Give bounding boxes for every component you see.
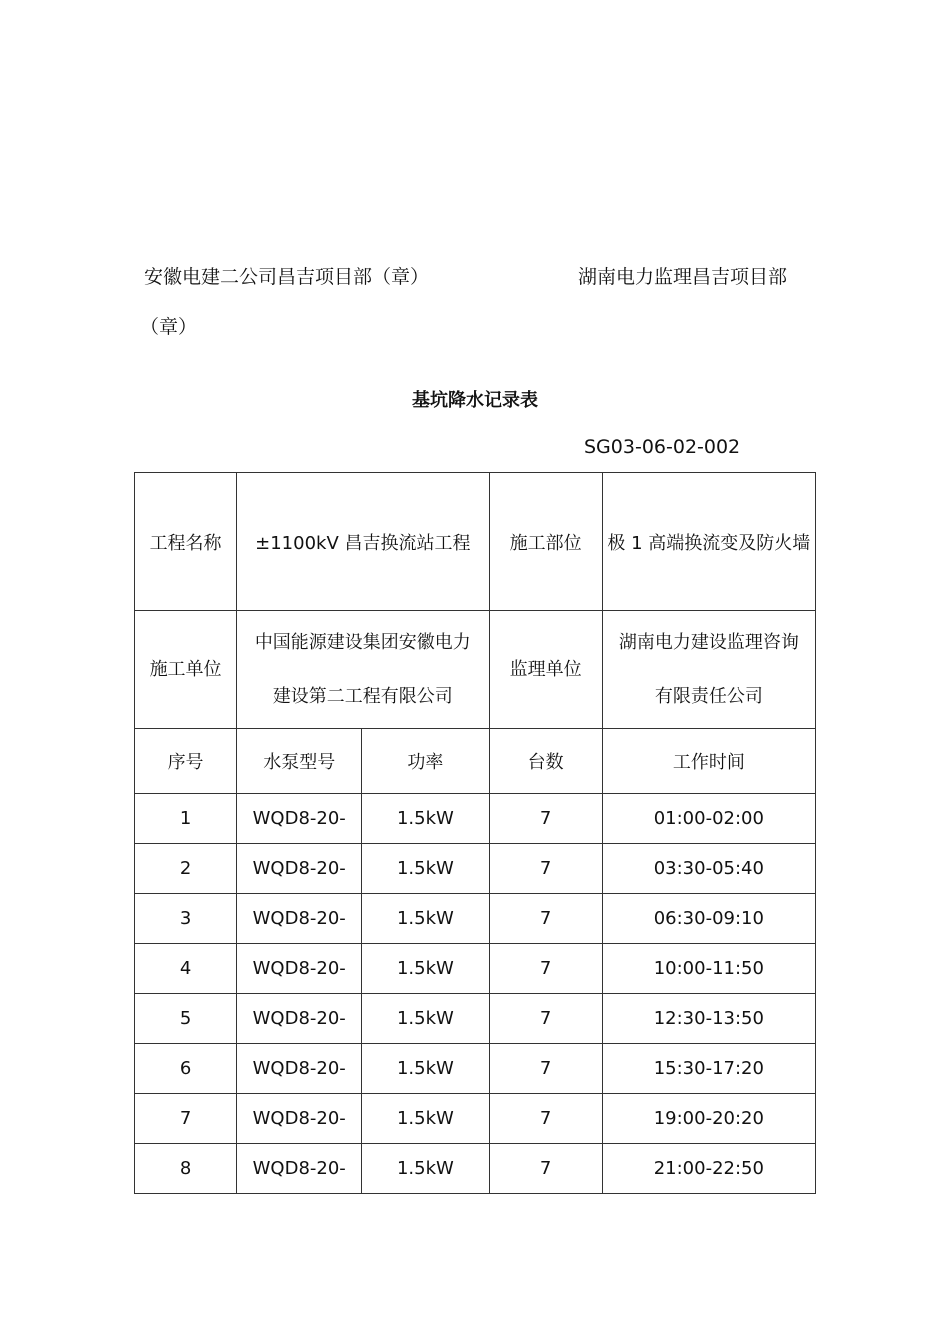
dewatering-record-table [134, 472, 816, 1194]
cell-power: 1.5kW [362, 794, 489, 844]
cell-time: 12:30-13:50 [602, 994, 815, 1044]
project-name-label: 工程名称 [135, 473, 237, 611]
cell-model: WQD8-20- [237, 1044, 362, 1094]
table-row [135, 794, 816, 844]
cell-count: 7 [489, 894, 602, 944]
cell-time: 21:00-22:50 [602, 1144, 815, 1194]
cell-model: WQD8-20- [237, 994, 362, 1044]
cell-model: WQD8-20- [237, 844, 362, 894]
column-header-model: 水泵型号 [237, 729, 362, 794]
work-part-value: 极 1 高端换流变及防火墙 [602, 473, 815, 611]
column-header-time: 工作时间 [602, 729, 815, 794]
cell-count: 7 [489, 994, 602, 1044]
cell-power: 1.5kW [362, 944, 489, 994]
cell-power: 1.5kW [362, 1144, 489, 1194]
cell-no: 3 [135, 894, 237, 944]
cell-count: 7 [489, 844, 602, 894]
contractor-value-line1: 中国能源建设集团安徽电力 [254, 631, 471, 653]
cell-time: 03:30-05:40 [602, 844, 815, 894]
table-row [135, 844, 816, 894]
cell-model: WQD8-20- [237, 1144, 362, 1194]
column-header-row [135, 729, 816, 794]
cell-no: 5 [135, 994, 237, 1044]
cell-power: 1.5kW [362, 994, 489, 1044]
column-header-count: 台数 [489, 729, 602, 794]
table-row [135, 944, 816, 994]
cell-time: 10:00-11:50 [602, 944, 815, 994]
cell-no: 1 [135, 794, 237, 844]
seal-continuation: （章） [140, 316, 198, 338]
column-header-power: 功率 [362, 729, 489, 794]
supervisor-seal-label: 湖南电力监理昌吉项目部 [578, 266, 788, 288]
work-part-label: 施工部位 [489, 473, 602, 611]
contractor-seal-label: 安徽电建二公司昌吉项目部（章） [144, 266, 430, 288]
contractor-value-line2: 建设第二工程有限公司 [272, 685, 453, 707]
table-row [135, 1144, 816, 1194]
cell-time: 06:30-09:10 [602, 894, 815, 944]
cell-count: 7 [489, 1094, 602, 1144]
document-code: SG03-06-02-002 [584, 436, 741, 458]
cell-model: WQD8-20- [237, 894, 362, 944]
cell-power: 1.5kW [362, 844, 489, 894]
cell-time: 15:30-17:20 [602, 1044, 815, 1094]
cell-count: 7 [489, 944, 602, 994]
cell-no: 6 [135, 1044, 237, 1094]
cell-no: 8 [135, 1144, 237, 1194]
cell-count: 7 [489, 794, 602, 844]
cell-power: 1.5kW [362, 894, 489, 944]
cell-model: WQD8-20- [237, 944, 362, 994]
cell-power: 1.5kW [362, 1044, 489, 1094]
supervisor-label: 监理单位 [489, 611, 602, 729]
cell-no: 7 [135, 1094, 237, 1144]
column-header-no: 序号 [135, 729, 237, 794]
cell-time: 19:00-20:20 [602, 1094, 815, 1144]
project-info-row [135, 473, 816, 611]
cell-no: 4 [135, 944, 237, 994]
cell-no: 2 [135, 844, 237, 894]
table-row [135, 894, 816, 944]
table-row [135, 1044, 816, 1094]
supervisor-value-line2: 有限责任公司 [654, 685, 763, 707]
unit-info-row [135, 611, 816, 729]
document-title: 基坑降水记录表 [412, 390, 538, 411]
contractor-value [237, 611, 489, 729]
cell-time: 01:00-02:00 [602, 794, 815, 844]
supervisor-value [602, 611, 815, 729]
supervisor-value-line1: 湖南电力建设监理咨询 [618, 631, 799, 653]
contractor-label: 施工单位 [135, 611, 237, 729]
cell-power: 1.5kW [362, 1094, 489, 1144]
table-row [135, 994, 816, 1044]
cell-model: WQD8-20- [237, 794, 362, 844]
table-row [135, 1094, 816, 1144]
project-name-value: ±1100kV 昌吉换流站工程 [237, 473, 489, 611]
cell-model: WQD8-20- [237, 1094, 362, 1144]
cell-count: 7 [489, 1144, 602, 1194]
cell-count: 7 [489, 1044, 602, 1094]
